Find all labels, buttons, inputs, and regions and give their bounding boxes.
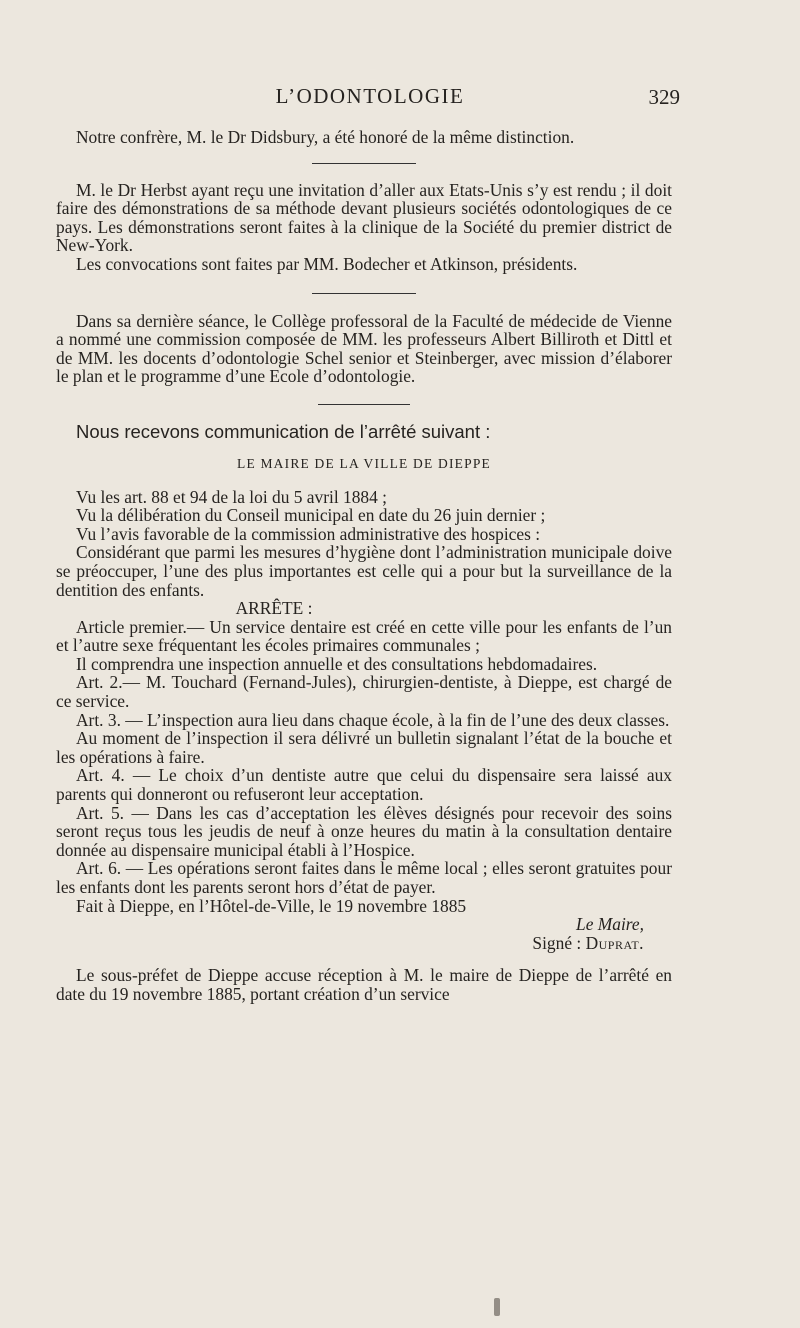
decree-article-1: Article premier.— Un service dentaire est créé en cette ville pour les enfants de l’un et l’autre sexe fréquentant les écoles primaires communales ; (56, 616, 672, 656)
journal-title: L’ODONTOLOGIE (275, 84, 465, 108)
decree-maire: Le Maire, (576, 914, 644, 935)
decree-vu-2: Vu la délibération du Conseil municipal en date du 26 juin dernier ; (76, 505, 546, 526)
decree-vu-1: Vu les art. 88 et 94 de la loi du 5 avril 1884 ; (76, 486, 387, 507)
decree-arrete: ARRÊTE : (235, 598, 313, 619)
decree-article-1b: Il comprendra une inspection annuelle et des consultations hebdomadaires. (76, 653, 598, 674)
decree-article-6: Art. 6. — Les opérations seront faites dans le même local ; elles seront gratuites pour les enfants dont les parents seront hors d’état de payer. (56, 858, 672, 897)
running-header (60, 82, 680, 112)
decree-fait: Fait à Dieppe, en l’Hôtel-de-Ville, le 19 novembre 1885 (76, 895, 467, 916)
page-number: 329 (648, 85, 680, 109)
lead-sentence: Nous recevons communication de l’arrêté suivant : (76, 420, 491, 442)
paragraph-sous-prefet: Le sous-préfet de Dieppe accuse réception à M. le maire de Dieppe de l’arrêté en date du 19 novembre 1885, portant création d’un service (56, 965, 672, 1004)
decree-heading: LE MAIRE DE LA VILLE DE DIEPPE (237, 455, 491, 471)
spacer (56, 952, 672, 966)
decree-signature (56, 934, 672, 953)
section-divider (318, 404, 410, 405)
signature-name: Duprat. (585, 932, 644, 953)
decree-article-2: Art. 2.— M. Touchard (Fernand-Jules), chirurgien-dentiste, à Dieppe, est chargé de ce service. (56, 672, 672, 712)
decree-article-3: Art. 3. — L’inspection aura lieu dans chaque école, à la fin de l’une des deux classes. (76, 709, 670, 730)
decree-considerant: Considérant que parmi les mesures d’hygiène dont l’administration municipale doive se préoccuper, l’une des plus importantes est celle qui a pour but la surveillance de la dentition des enfants. (56, 542, 672, 600)
signature-label: Signé : (532, 932, 582, 953)
section-divider (312, 293, 416, 294)
decree-article-4: Art. 4. — Le choix d’un dentiste autre que celui du dispensaire sera laissé aux parents qui donneront ou refuseront leur acceptation. (56, 765, 672, 805)
section-divider (312, 163, 416, 164)
text-column (56, 128, 672, 1004)
paragraph-didsbury: Notre confrère, M. le Dr Didsbury, a été honoré de la même distinction. (76, 127, 575, 147)
decree-vu-3: Vu l’avis favorable de la commission administrative des hospices : (76, 523, 541, 544)
decree-article-3b: Au moment de l’inspection il sera délivré un bulletin signalant l’état de la bouche et les opérations à faire. (56, 728, 672, 767)
decree-article-5: Art. 5. — Dans les cas d’acceptation les élèves désignés pour recevoir des soins seront reçus tous les jeudis de neuf à onze heures du matin à la consultation dentaire donnée au dispensaire municipal établi à l’Hospice. (56, 802, 672, 860)
paragraph-vienne: Dans sa dernière séance, le Collège professoral de la Faculté de médecide de Vienne a nommé une commission composée de MM. les professeurs Albert Billiroth et Dittl et de MM. les docents d’odontologie Schel senior et Steinberger, avec mission d’élaborer le plan et le programme d’une Ecole d’odontologie. (56, 310, 672, 387)
paragraph-herbst: M. le Dr Herbst ayant reçu une invitation d’aller aux Etats-Unis s’y est rendu ; il doit faire des démonstrations de sa méthode devant plusieurs sociétés odontologiques de ce pays. Les démonstrations seront faites à la clinique de la Société du premier district de New-York. (56, 179, 672, 256)
paragraph-convocations: Les convocations sont faites par MM. Bodecher et Atkinson, présidents. (76, 253, 578, 274)
print-mark-icon (494, 1298, 500, 1316)
